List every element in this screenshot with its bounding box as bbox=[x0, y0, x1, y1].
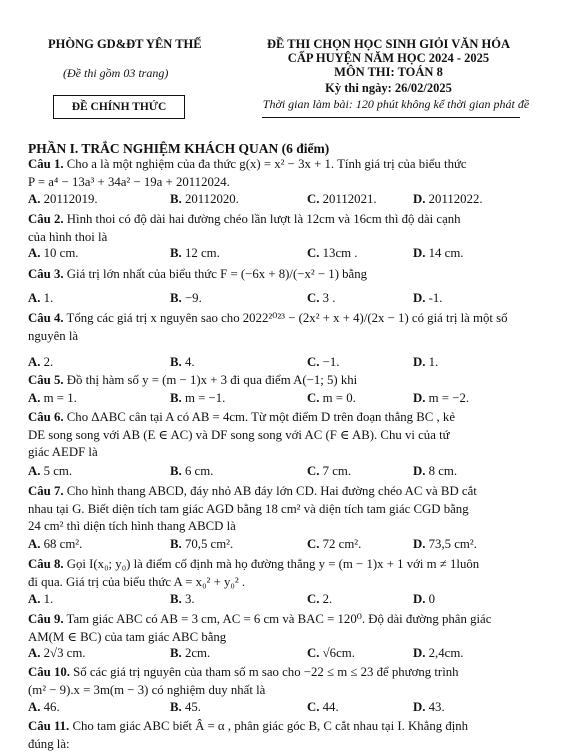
option-letter: D. bbox=[413, 355, 426, 369]
option-letter: D. bbox=[413, 464, 426, 478]
option-text: m = −2. bbox=[425, 391, 470, 405]
question-label: Câu 10. bbox=[28, 665, 70, 679]
option-c bbox=[307, 537, 361, 552]
option-text: −9. bbox=[181, 291, 202, 305]
question-1-line-2 bbox=[28, 174, 556, 192]
question-5-line-1 bbox=[28, 372, 556, 390]
question-6-line-1 bbox=[28, 409, 556, 427]
option-text: m = −1. bbox=[181, 391, 226, 405]
option-letter: D. bbox=[413, 592, 426, 606]
option-letter: B. bbox=[170, 646, 182, 660]
option-text: 14 cm. bbox=[425, 246, 464, 260]
question-text: (m² − 9).x = 3m(m − 3) có nghiệm duy nhất là bbox=[28, 682, 266, 697]
option-letter: D. bbox=[413, 291, 426, 305]
option-letter: B. bbox=[170, 355, 182, 369]
question-1-options bbox=[28, 192, 556, 209]
question-9-line-2 bbox=[28, 629, 556, 647]
option-b bbox=[170, 355, 195, 370]
option-text: 6 cm. bbox=[181, 464, 214, 478]
question-text: giác AEDF là bbox=[28, 445, 98, 459]
option-letter: C. bbox=[307, 246, 320, 260]
option-text: -1. bbox=[425, 291, 443, 305]
question-text: Gọi I(x₀; y₀) là điểm cố định mà họ đường thẳng y = (m − 1)x + 1 với m ≠ 1luôn bbox=[66, 557, 480, 571]
question-10-line-2 bbox=[28, 682, 556, 700]
question-label: Câu 2. bbox=[28, 212, 64, 226]
option-text: 68 cm². bbox=[40, 537, 83, 551]
question-8-line-1 bbox=[28, 556, 556, 574]
option-letter: D. bbox=[413, 391, 426, 405]
question-text: nguyên là bbox=[28, 328, 79, 343]
question-8-line-2 bbox=[28, 574, 556, 592]
option-text: m = 1. bbox=[40, 391, 77, 405]
question-text: DE song song với AB (E ∈ AC) và DF song song với AC (F ∈ AB). Chu vi của tứ bbox=[28, 427, 450, 442]
option-text: 3 . bbox=[319, 291, 336, 305]
section-title: PHẦN I. TRẮC NGHIỆM KHÁCH QUAN (6 điểm) bbox=[28, 141, 330, 156]
option-letter: D. bbox=[413, 246, 426, 260]
option-letter: D. bbox=[413, 700, 426, 714]
option-letter: C. bbox=[307, 646, 320, 660]
question-text: P = a⁴ − 13a³ + 34a² − 19a + 20112024. bbox=[28, 174, 230, 189]
option-letter: A. bbox=[28, 192, 41, 206]
option-c bbox=[307, 355, 339, 370]
option-b bbox=[170, 592, 195, 607]
question-text: nhau tại G. Biết diện tích tam giác AGD bằng 18 cm² và diện tích tam giác CGD bằng bbox=[28, 501, 469, 516]
option-text: 45. bbox=[181, 700, 201, 714]
option-text: 7 cm. bbox=[319, 464, 352, 478]
option-c bbox=[307, 192, 377, 207]
option-text: 2. bbox=[319, 592, 333, 606]
question-2-line-1 bbox=[28, 211, 556, 229]
question-11-line-2 bbox=[28, 736, 556, 754]
option-letter: A. bbox=[28, 646, 41, 660]
option-text: 1. bbox=[425, 355, 439, 369]
option-letter: B. bbox=[170, 700, 182, 714]
department-name: PHÒNG GD&ĐT YÊN THẾ bbox=[48, 37, 202, 51]
option-letter: C. bbox=[307, 355, 320, 369]
option-letter: C. bbox=[307, 391, 320, 405]
option-d bbox=[413, 246, 463, 261]
option-letter: A. bbox=[28, 391, 41, 405]
option-letter: C. bbox=[307, 192, 320, 206]
option-letter: A. bbox=[28, 291, 41, 305]
question-text: đúng là: bbox=[28, 736, 70, 751]
option-text: 20112020. bbox=[181, 192, 239, 206]
option-b bbox=[170, 464, 213, 479]
exam-duration: Thời gian làm bài: 120 phút không kể thời gian phát đề bbox=[262, 97, 530, 111]
question-text: Cho ΔABC cân tại A có AB = 4cm. Từ một điểm D trên đoạn thẳng BC , kẻ bbox=[66, 410, 456, 424]
question-text: 24 cm² thì diện tích hình thang ABCD là bbox=[28, 519, 236, 533]
option-text: 44. bbox=[319, 700, 339, 714]
option-a bbox=[28, 246, 78, 261]
option-text: √6cm. bbox=[319, 646, 355, 660]
option-c bbox=[307, 391, 356, 406]
question-text: Tam giác ABC có AB = 3 cm, AC = 6 cm và BAC = 120⁰. Độ dài đường phân giác bbox=[66, 612, 492, 626]
option-letter: A. bbox=[28, 464, 41, 478]
question-2-options bbox=[28, 246, 556, 263]
option-letter: D. bbox=[413, 192, 426, 206]
option-c bbox=[307, 464, 351, 479]
question-4-line-1 bbox=[28, 310, 556, 328]
option-text: 73,5 cm². bbox=[425, 537, 477, 551]
option-text: 43. bbox=[425, 700, 445, 714]
question-text: Cho hình thang ABCD, đáy nhỏ AB đáy lớn CD. Hai đường chéo AC và BD cắt bbox=[66, 484, 477, 498]
question-3-options bbox=[28, 291, 556, 308]
option-d bbox=[413, 592, 435, 607]
question-10-line-1 bbox=[28, 664, 556, 682]
option-text: 2cm. bbox=[181, 646, 211, 660]
option-text: 8 cm. bbox=[425, 464, 458, 478]
option-letter: B. bbox=[170, 192, 182, 206]
option-c bbox=[307, 646, 355, 661]
option-a bbox=[28, 700, 60, 715]
option-letter: A. bbox=[28, 355, 41, 369]
option-d bbox=[413, 192, 483, 207]
option-letter: C. bbox=[307, 537, 320, 551]
question-1-line-1 bbox=[28, 156, 556, 174]
option-a bbox=[28, 592, 53, 607]
option-d bbox=[413, 355, 438, 370]
option-letter: D. bbox=[413, 537, 426, 551]
option-b bbox=[170, 646, 210, 661]
option-d bbox=[413, 700, 445, 715]
option-b bbox=[170, 391, 225, 406]
option-a bbox=[28, 464, 72, 479]
exam-level-year: CẤP HUYỆN NĂM HỌC 2024 - 2025 bbox=[287, 51, 490, 65]
question-7-line-3 bbox=[28, 518, 556, 536]
question-4-line-2 bbox=[28, 328, 556, 346]
option-letter: B. bbox=[170, 537, 182, 551]
exam-subject: MÔN THI: TOÁN 8 bbox=[334, 65, 443, 79]
question-text: Hình thoi có độ dài hai đường chéo lần lượt là 12cm và 16cm thì độ dài cạnh bbox=[66, 212, 461, 226]
question-9-options bbox=[28, 646, 556, 663]
option-text: 4. bbox=[181, 355, 195, 369]
official-stamp-box: ĐỀ CHÍNH THỨC bbox=[53, 95, 185, 119]
option-letter: C. bbox=[307, 291, 320, 305]
option-letter: B. bbox=[170, 246, 182, 260]
question-5-options bbox=[28, 391, 556, 408]
option-text: 20112019. bbox=[40, 192, 98, 206]
header-underline bbox=[262, 117, 520, 118]
pages-note: (Đề thi gồm 03 trang) bbox=[63, 66, 169, 80]
option-b bbox=[170, 291, 202, 306]
question-label: Câu 7. bbox=[28, 484, 64, 498]
question-4-options bbox=[28, 355, 556, 372]
question-10-options bbox=[28, 700, 556, 717]
option-letter: B. bbox=[170, 391, 182, 405]
option-a bbox=[28, 646, 86, 661]
option-text: 2. bbox=[40, 355, 54, 369]
question-label: Câu 4. bbox=[28, 311, 64, 325]
option-a bbox=[28, 355, 53, 370]
question-label: Câu 9. bbox=[28, 612, 64, 626]
option-letter: B. bbox=[170, 291, 182, 305]
exam-date: Kỳ thi ngày: 26/02/2025 bbox=[325, 81, 452, 95]
option-letter: B. bbox=[170, 592, 182, 606]
question-6-options bbox=[28, 464, 556, 481]
option-b bbox=[170, 246, 220, 261]
option-letter: A. bbox=[28, 700, 41, 714]
option-text: 10 cm. bbox=[40, 246, 79, 260]
option-text: 13cm . bbox=[319, 246, 358, 260]
question-label: Câu 6. bbox=[28, 410, 64, 424]
option-c bbox=[307, 700, 339, 715]
option-text: 70,5 cm². bbox=[181, 537, 234, 551]
option-a bbox=[28, 537, 82, 552]
option-text: 72 cm². bbox=[319, 537, 362, 551]
question-text: AM(M ∈ BC) của tam giác ABC bằng bbox=[28, 629, 227, 644]
option-letter: A. bbox=[28, 592, 41, 606]
option-text: 2,4cm. bbox=[425, 646, 464, 660]
question-text: Số các giá trị nguyên của tham số m sao cho −22 ≤ m ≤ 23 để phương trình bbox=[73, 665, 459, 679]
option-d bbox=[413, 646, 463, 661]
option-d bbox=[413, 537, 477, 552]
option-d bbox=[413, 391, 469, 406]
question-11-line-1 bbox=[28, 718, 556, 736]
option-text: 1. bbox=[40, 592, 54, 606]
option-a bbox=[28, 391, 77, 406]
option-text: 12 cm. bbox=[181, 246, 220, 260]
option-letter: A. bbox=[28, 537, 41, 551]
question-label: Câu 3. bbox=[28, 267, 64, 281]
option-letter: B. bbox=[170, 464, 182, 478]
option-text: −1. bbox=[319, 355, 340, 369]
option-letter: D. bbox=[413, 646, 426, 660]
option-text: 20112021. bbox=[319, 192, 377, 206]
question-text: Cho tam giác ABC biết Â = α , phân giác góc B, C cắt nhau tại I. Khẳng định bbox=[72, 719, 469, 733]
option-text: m = 0. bbox=[319, 391, 356, 405]
option-text: 0 bbox=[425, 592, 436, 606]
option-text: 3. bbox=[181, 592, 195, 606]
question-7-options bbox=[28, 537, 556, 554]
question-text: Đồ thị hàm số y = (m − 1)x + 3 đi qua điểm A(−1; 5) khi bbox=[66, 373, 358, 387]
question-6-line-2 bbox=[28, 427, 556, 445]
question-3-line-1 bbox=[28, 266, 556, 284]
option-text: 1. bbox=[40, 291, 54, 305]
question-text: Cho a là một nghiệm của đa thức g(x) = x² − 3x + 1. Tính giá trị của biểu thức bbox=[66, 157, 467, 171]
question-7-line-1 bbox=[28, 483, 556, 501]
question-6-line-3 bbox=[28, 444, 556, 462]
question-text: Giá trị lớn nhất của biểu thức F = (−6x + 8)/(−x² − 1) bằng bbox=[66, 267, 368, 281]
option-d bbox=[413, 464, 457, 479]
option-text: 46. bbox=[40, 700, 60, 714]
question-7-line-2 bbox=[28, 501, 556, 519]
question-text: đi qua. Giá trị của biểu thức A = x₀² + y₀² . bbox=[28, 574, 246, 589]
exam-title: ĐỀ THI CHỌN HỌC SINH GIỎI VĂN HÓA bbox=[267, 37, 510, 51]
option-text: 2√3 cm. bbox=[40, 646, 86, 660]
option-letter: A. bbox=[28, 246, 41, 260]
option-c bbox=[307, 592, 332, 607]
option-d bbox=[413, 291, 443, 306]
question-label: Câu 5. bbox=[28, 373, 64, 387]
question-text: của hình thoi là bbox=[28, 229, 108, 244]
question-8-options bbox=[28, 592, 556, 609]
question-text: Tổng các giá trị x nguyên sao cho 2022²⁰²³ − (2x² + x + 4)/(2x − 1) có giá trị là một số bbox=[66, 311, 508, 325]
option-b bbox=[170, 700, 201, 715]
question-2-line-2 bbox=[28, 229, 556, 247]
option-letter: C. bbox=[307, 700, 320, 714]
question-9-line-1 bbox=[28, 611, 556, 629]
question-label: Câu 8. bbox=[28, 557, 64, 571]
option-text: 5 cm. bbox=[40, 464, 73, 478]
option-letter: C. bbox=[307, 464, 320, 478]
option-c bbox=[307, 246, 357, 261]
option-c bbox=[307, 291, 335, 306]
option-a bbox=[28, 192, 98, 207]
question-label: Câu 11. bbox=[28, 719, 70, 733]
option-letter: C. bbox=[307, 592, 320, 606]
option-b bbox=[170, 537, 233, 552]
option-text: 20112022. bbox=[425, 192, 483, 206]
option-b bbox=[170, 192, 239, 207]
option-a bbox=[28, 291, 53, 306]
question-label: Câu 1. bbox=[28, 157, 64, 171]
